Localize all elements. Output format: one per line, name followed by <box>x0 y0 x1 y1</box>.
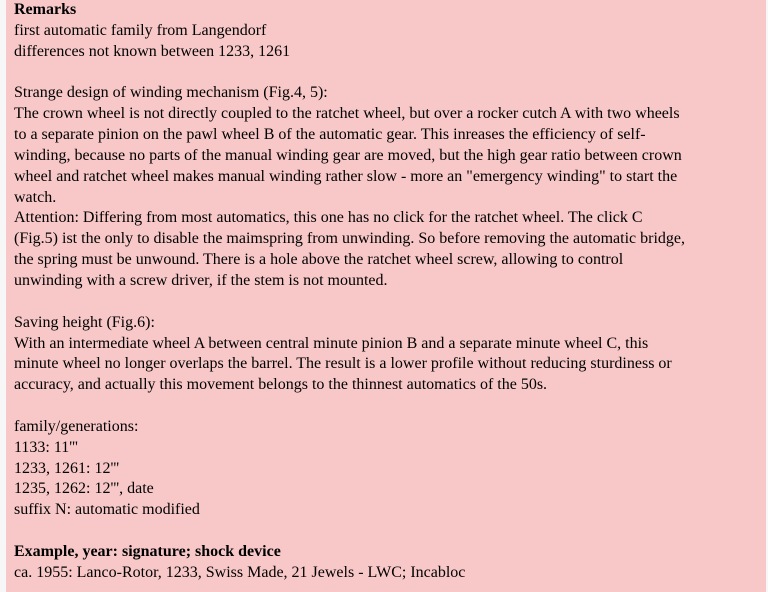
example-line: ca. 1955: Lanco-Rotor, 1233, Swiss Made, 21 Jewels - LWC; Incabloc <box>14 563 466 581</box>
example-heading: Example, year: signature; shock device <box>14 542 281 560</box>
winding-line: The crown wheel is not directly coupled to the ratchet wheel, but over a rocker cutch A with two wheels <box>14 105 680 123</box>
height-line: accuracy, and actually this movement belongs to the thinnest automatics of the 50s. <box>14 376 548 394</box>
winding-line: wheel and ratchet wheel makes manual winding rather slow - more an "emergency winding" to start the <box>14 167 678 185</box>
height-line: minute wheel no longer overlaps the barrel. The result is a lower profile without reducing sturdiness or <box>14 355 672 373</box>
height-line: With an intermediate wheel A between central minute pinion B and a separate minute wheel C, this <box>14 334 649 352</box>
attention-line: (Fig.5) ist the only to disable the maimspring from unwinding. So before removing the automatic bridge, <box>14 230 685 248</box>
family-item: 1233, 1261: 12''' <box>14 459 120 477</box>
attention-line: unwinding with a screw driver, if the stem is not mounted. <box>14 271 388 289</box>
winding-heading: Strange design of winding mechanism (Fig.4, 5): <box>14 84 328 102</box>
attention-line: the spring must be unwound. There is a hole above the ratchet wheel screw, allowing to control <box>14 251 624 269</box>
family-item: 1133: 11''' <box>14 438 78 456</box>
spacer <box>14 292 766 313</box>
remarks-line: first automatic family from Langendorf <box>14 21 267 39</box>
family-item: 1235, 1262: 12''', date <box>14 480 154 498</box>
remarks-line: differences not known between 1233, 1261 <box>14 42 291 60</box>
winding-line: to a separate pinion on the pawl wheel B of the automatic gear. This inreases the efficiency of self- <box>14 126 646 144</box>
remarks-panel <box>6 0 766 592</box>
family-heading: family/generations: <box>14 417 139 435</box>
spacer <box>14 521 766 542</box>
spacer <box>14 63 766 84</box>
winding-line: winding, because no parts of the manual winding gear are moved, but the high gear ratio between crown <box>14 146 682 164</box>
attention-line: Attention: Differing from most automatics, this one has no click for the ratchet wheel. The click C <box>14 209 643 227</box>
family-item: suffix N: automatic modified <box>14 501 200 519</box>
remarks-heading: Remarks <box>14 1 77 18</box>
height-heading: Saving height (Fig.6): <box>14 313 155 331</box>
spacer <box>14 396 766 417</box>
winding-line: watch. <box>14 188 57 206</box>
